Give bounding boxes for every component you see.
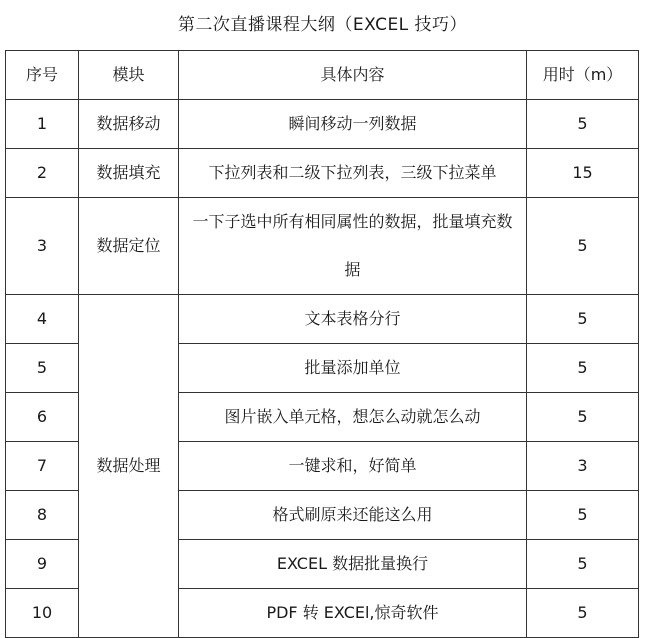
content-cell: 批量添加单位 <box>179 344 527 393</box>
content-cell: 瞬间移动一列数据 <box>179 100 527 149</box>
time-cell: 5 <box>527 198 639 295</box>
content-cell: 下拉列表和二级下拉列表，三级下拉菜单 <box>179 149 527 198</box>
content-cell: PDF 转 EXCEl,惊奇软件 <box>179 589 527 638</box>
time-cell: 3 <box>527 442 639 491</box>
row-number: 10 <box>6 589 79 638</box>
row-number: 4 <box>6 295 79 344</box>
content-cell: EXCEL 数据批量换行 <box>179 540 527 589</box>
content-cell: 图片嵌入单元格，想怎么动就怎么动 <box>179 393 527 442</box>
time-cell: 5 <box>527 491 639 540</box>
content-cell: 一键求和，好简单 <box>179 442 527 491</box>
row-number: 7 <box>6 442 79 491</box>
time-cell: 5 <box>527 540 639 589</box>
time-cell: 5 <box>527 393 639 442</box>
header-time: 用时（m） <box>527 51 639 100</box>
row-number: 2 <box>6 149 79 198</box>
table-row <box>6 295 639 344</box>
module-cell: 数据处理 <box>79 295 179 638</box>
table-header-row <box>6 51 639 100</box>
time-cell: 5 <box>527 344 639 393</box>
row-number: 5 <box>6 344 79 393</box>
content-cell: 一下子选中所有相同属性的数据，批量填充数据 <box>179 198 527 295</box>
course-outline-table <box>5 50 639 638</box>
row-number: 3 <box>6 198 79 295</box>
header-module: 模块 <box>79 51 179 100</box>
table-row <box>6 149 639 198</box>
table-row <box>6 100 639 149</box>
time-cell: 5 <box>527 589 639 638</box>
row-number: 6 <box>6 393 79 442</box>
table-row <box>6 198 639 295</box>
module-cell: 数据填充 <box>79 149 179 198</box>
header-number: 序号 <box>6 51 79 100</box>
row-number: 1 <box>6 100 79 149</box>
row-number: 9 <box>6 540 79 589</box>
time-cell: 5 <box>527 100 639 149</box>
content-cell: 文本表格分行 <box>179 295 527 344</box>
page-title: 第二次直播课程大纲（EXCEL 技巧） <box>177 15 468 35</box>
time-cell: 5 <box>527 295 639 344</box>
content-cell: 格式刷原来还能这么用 <box>179 491 527 540</box>
module-cell: 数据定位 <box>79 198 179 295</box>
header-content: 具体内容 <box>179 51 527 100</box>
row-number: 8 <box>6 491 79 540</box>
time-cell: 15 <box>527 149 639 198</box>
module-cell: 数据移动 <box>79 100 179 149</box>
